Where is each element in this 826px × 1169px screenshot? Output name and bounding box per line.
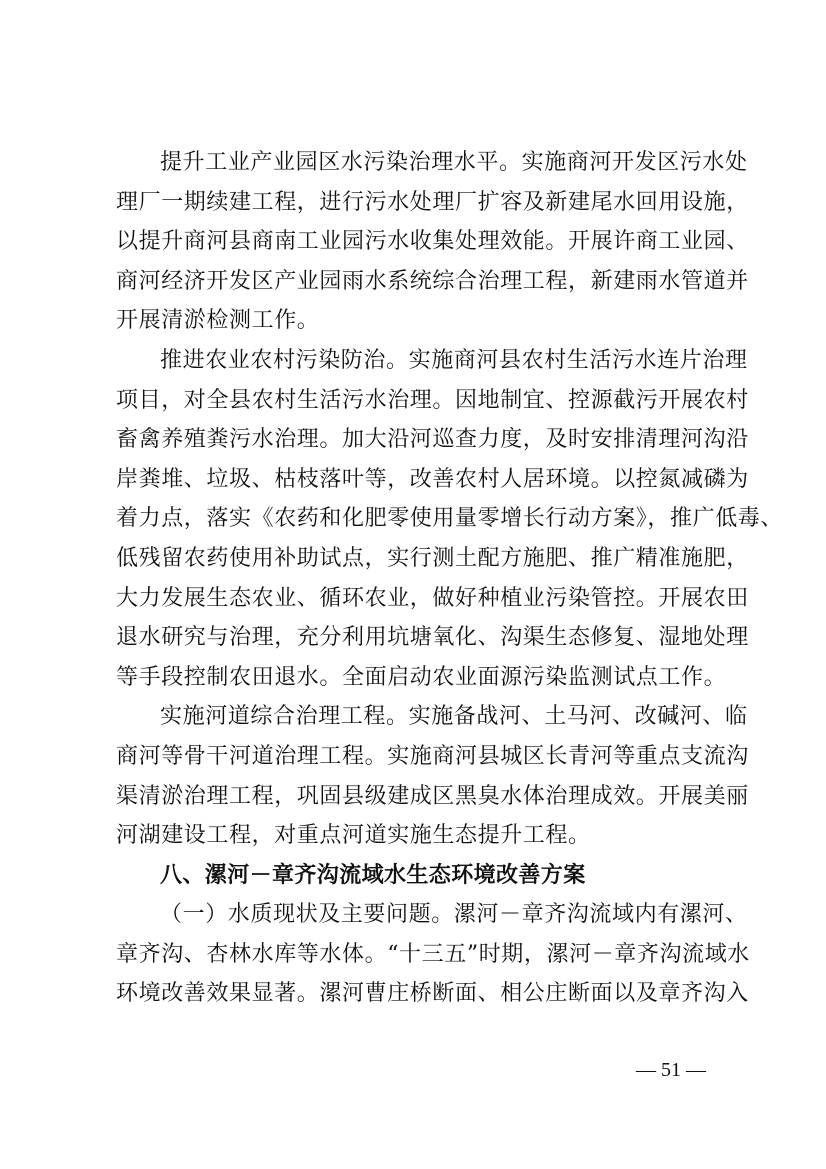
paragraph-line: 章齐沟、杏林水库等水体。“十三五”时期，漯河－章齐沟流域水 (116, 941, 750, 967)
paragraph-line: 理厂一期续建工程，进行污水处理厂扩容及新建尾水回用设施， (116, 189, 749, 215)
paragraph-line: 以提升商河县商南工业园污水收集处理效能。开展许商工业园、 (116, 229, 749, 255)
paragraph-line: 等手段控制农田退水。全面启动农业面源污染监测试点工作。 (116, 664, 727, 690)
paragraph-line: 商河等骨干河道治理工程。实施商河县城区长青河等重点支流沟 (116, 743, 749, 769)
paragraph-line: 大力发展生态农业、循环农业，做好种植业污染管控。开展农田 (116, 585, 749, 611)
page-number: — 51 — (636, 1059, 706, 1081)
paragraph-line: 低残留农药使用补助试点，实行测土配方施肥、推广精准施肥， (116, 545, 749, 571)
paragraph-line: 推进农业农村污染防治。实施商河县农村生活污水连片治理 (160, 347, 748, 373)
paragraph-line: 岸粪堆、垃圾、枯枝落叶等，改善农村人居环境。以控氮减磷为 (116, 466, 749, 492)
section-heading: 八、漯河－章齐沟流域水生态环境改善方案 (160, 862, 586, 888)
paragraph-line: 项目，对全县农村生活污水治理。因地制宜、控源截污开展农村 (116, 387, 749, 413)
body-text (116, 143, 784, 1014)
paragraph-line: 河湖建设工程，对重点河道实施生态提升工程。 (116, 823, 591, 849)
paragraph-line: 实施河道综合治理工程。实施备战河、土马河、改碱河、临 (160, 704, 748, 730)
paragraph-line: 着力点，落实《农药和化肥零使用量零增长行动方案》，推广低毒、 (116, 506, 784, 532)
paragraph-line: 畜禽养殖粪污水治理。加大沿河巡查力度，及时安排清理河沟沿 (116, 427, 749, 453)
paragraph-line: 环境改善效果显著。漯河曹庄桥断面、相公庄断面以及章齐沟入 (116, 981, 749, 1007)
paragraph-line: 提升工业产业园区水污染治理水平。实施商河开发区污水处 (160, 150, 748, 175)
paragraph-line: 开展清淤检测工作。 (116, 308, 320, 334)
paragraph-line: 商河经济开发区产业园雨水系统综合治理工程，新建雨水管道并 (116, 268, 749, 294)
paragraph-line: 退水研究与治理，充分利用坑塘氧化、沟渠生态修复、湿地处理 (116, 625, 749, 651)
paragraph-line: 渠清淤治理工程，巩固县级建成区黑臭水体治理成效。开展美丽 (116, 783, 749, 809)
paragraph-line: （一）水质现状及主要问题。漯河－章齐沟流域内有漯河、 (160, 902, 748, 928)
